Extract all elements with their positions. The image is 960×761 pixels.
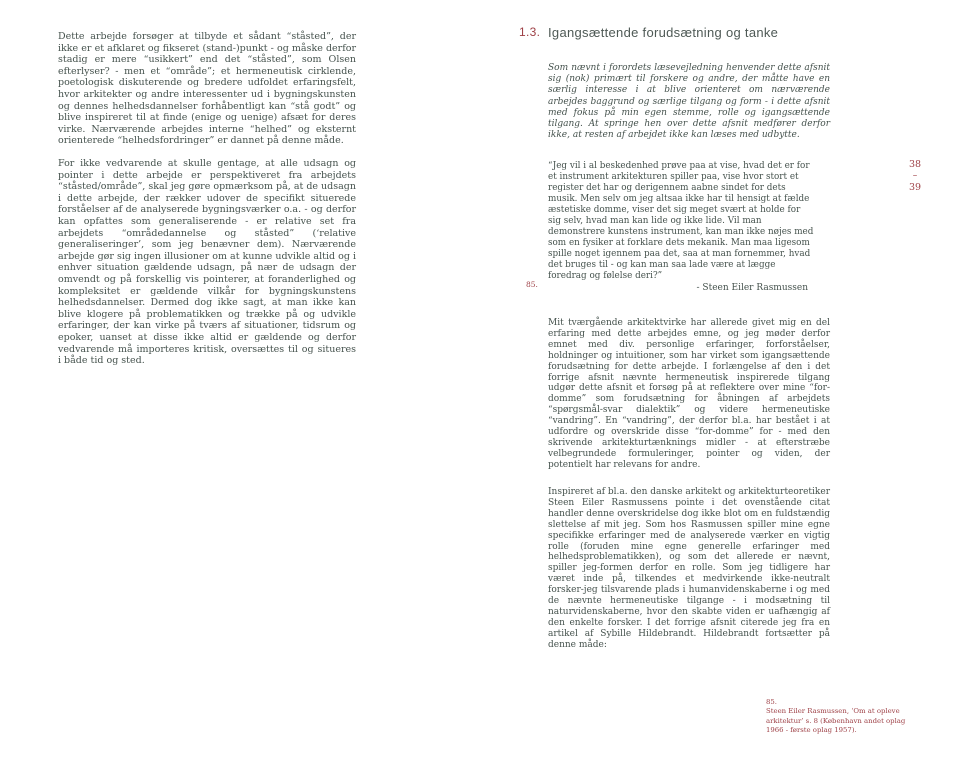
section-heading bbox=[519, 25, 888, 40]
section-number: 1.3. bbox=[519, 25, 541, 39]
section-title: Igangsættende forudsætning og tanke bbox=[548, 25, 779, 40]
right-column-paragraph-1: Mit tværgående arkitektvirke har allerede givet mig en del erfaring med dette arbejdes emne, og jeg møder derfor emnet med div. personlige erfaringer, forforståelser, holdninger og intuitioner, som har virket som igangsættende forudsætning for dette arbejde. I forlængelse af den i det forrige afsnit nævnte hermeneutisk inspirerede tilgang udgør dette afsnit et forsøg på at reflektere over mine “for-domme” som forudsætning for åbningen af arbejdets “spørgsmål-svar dialektik” og videre hermeneutiske “vandring”. En “vandring”, der derfor bl.a. har bestået i at udfordre og overskride disse “for-domme” for - med den skrivende arkitekturtænknings midler - at efterstræbe velbegrundede formuleringer, pointer og viden, der potentielt har relevans for andre. bbox=[548, 318, 830, 470]
quote-block bbox=[526, 161, 814, 294]
left-column-paragraph-2: For ikke vedvarende at skulle gentage, at alle udsagn og pointer i dette arbejde er perspektiveret fra arbejdets “ståsted/område”, skal jeg gøre opmærksom på, at de udsagn i dette arbejde, der rækker udover de specifikt situerede forståelser af de analyserede bygningsværker o.a. - og derfor kan opfattes som generaliserende - er relative set fra arbejdets “områdedannelse og ståsted” (‘relative generaliseringer’, som jeg benævner dem). Nærværende arbejde gør sig ingen illusioner om at kunne udvikle altid og i enhver situation gældende udsagn, på nær de udsagn der omvendt og på forskellig vis pointerer, at foranderlighed og kompleksitet er gældende vilkår for bygningskunstens helhedsdannelser. Dermed dog ikke sagt, at man ikke kan blive klogere på problematikken og trække på og udvikle erfaringer, der kan virke på tværs af situationer, tidsrum og epoker, uanset at disse ikke altid er gældende og derfor vedvarende må importeres kritisk, oversættes til og situeres i både tid og sted. bbox=[58, 158, 356, 367]
footnote bbox=[766, 698, 911, 736]
page-number-top: 38 bbox=[908, 159, 922, 170]
footnote-marker: 85. bbox=[526, 280, 538, 289]
right-column-paragraph-2: Inspireret af bl.a. den danske arkitekt og arkitekturteoretiker Steen Eiler Rasmussens pointe i det ovenstående citat handler denne overskridelse dog ikke blot om en fuldstændig slettelse af mit jeg. Som hos Rasmussen spiller mine egne specifikke erfaringer med de analyserede værker en vigtig rolle (foruden mine egne generelle erfaringer med helhedsproblematikken), og som det allerede er nævnt, spiller jeg-formen derfor en rolle. Som jeg tidligere har været inde på, tilkendes et medvirkende ikke-neutralt forsker-jeg tilsvarende plads i humanvidenskaberne i og med de nævnte hermeneutiske tilgange - i modsætning til naturvidenskaberne, hvor den skabte viden er uafhængig af den enkelte forsker. I det forrige afsnit citerede jeg fra en artikel af Sybille Hildebrandt. Hildebrandt fortsætter på denne måde: bbox=[548, 487, 831, 650]
left-column-paragraph-1: Dette arbejde forsøger at tilbyde et sådant “ståsted”, der ikke er et afklaret og fikseret (stand-)punkt - og måske derfor stadig er mere “usikkert” end det “ståsted”, som Olsen efterlyser? - men et “område”; et hermeneutisk cirklende, poetologisk diskuterende og bredere udfoldet erfaringsfelt, hvor arkitekter og andre interessenter ud i bygningskunsten og dennes helhedsdannelser forhåbentligt kan “stå godt” og blive inspireret til at finde (enige og uenige) afsæt for deres virke. Nærværende arbejdes interne “helhed” og eksternt orienterede “helhedsfordringer” er dannet på denne måde. bbox=[58, 31, 356, 147]
quote-attribution: - Steen Eiler Rasmussen bbox=[696, 283, 808, 293]
intro-italic-paragraph: Som nævnt i forordets læsevejledning henvender dette afsnit sig (nok) primært til forskere og andre, der måtte have en særlig interesse i at blive orienteret om nærværende arbejdes baggrund og særlige tilgang og form - i dette afsnit med fokus på min egen stemme, rolle og igangsættende tilgang. At springe hen over dette afsnit medfører derfor ikke, at resten af arbejdet ikke kan læses med udbytte. bbox=[548, 63, 830, 141]
quote-text: “Jeg vil i al beskedenhed prøve paa at vise, hvad det er for et instrument arkitekturen spiller paa, vise hvor stort et register det har og derigennem aabne sindet for dets musik. Men selv om jeg altsaa ikke har til hensigt at fælde æstetiske domme, viser det sig meget svært at holde for sig selv, hvad man kan lide og ikke lide. Vil man demonstrere kunstens instrument, kan man ikke nøjes med som en fysiker at forklare dets mekanik. Man maa ligesom spille noget igennem paa det, saa at man fornemmer, hvad det bruges til - og kan man saa lade være at lægge foredrag og følelse deri?” bbox=[548, 161, 814, 281]
footnote-number: 85. bbox=[766, 698, 777, 706]
page-numbers bbox=[902, 158, 928, 194]
page-number-bottom: 39 bbox=[908, 182, 922, 193]
footnote-text: Steen Eiler Rasmussen, ‘Om at opleve arkitektur’ s. 8 (København andet oplag 1966 - første oplag 1957). bbox=[766, 707, 906, 735]
page-number-separator: – bbox=[912, 171, 918, 181]
